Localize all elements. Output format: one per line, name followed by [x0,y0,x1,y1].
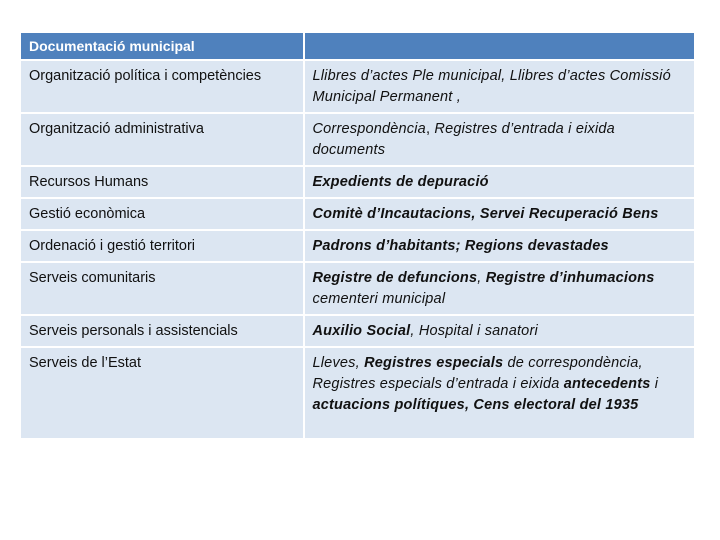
table-row [21,315,695,347]
records-cell [304,262,695,315]
table-row [21,347,695,439]
record-text: , [425,120,435,137]
table-row [21,166,695,198]
table-row [21,198,695,230]
record-text: Padrons d’habitants; Regions devastades [312,237,609,254]
table-row [21,262,695,315]
table-header-row [21,33,695,60]
record-text: Registres especials [364,354,504,371]
header-cell-empty [304,33,695,60]
record-text: Lleves, [312,354,365,371]
records-cell [304,166,695,198]
record-text: Auxilio Social [312,322,411,339]
category-cell: Organització administrativa [21,113,304,166]
documentation-table [20,32,696,440]
record-text: actuacions polítiques, Cens electoral del 1935 [312,396,639,413]
record-text: Registre de defuncions [312,269,478,286]
records-cell [304,347,695,439]
table-row [21,230,695,262]
records-cell [304,230,695,262]
category-cell: Serveis comunitaris [21,262,304,315]
category-cell: Serveis de l’Estat [21,347,304,439]
record-text: i [650,375,659,392]
record-text: de correspondència, Registres especials d’entrada i eixida [312,354,643,392]
record-text: Llibres d’actes Ple municipal, Llibres d’actes Comissió Municipal Permanent , [312,67,671,105]
table-row [21,60,695,113]
category-cell: Serveis personals i assistencials [21,315,304,347]
record-text: cementeri municipal [312,290,446,307]
category-cell: Organització política i competències [21,60,304,113]
table-row [21,113,695,166]
record-text: Comitè d’Incautacions, Servei Recuperació Bens [312,205,659,222]
record-text: Registre d’inhumacions [485,269,655,286]
record-text: , [477,269,486,286]
record-text: Expedients de depuració [312,173,489,190]
header-cell-title: Documentació municipal [21,33,304,60]
record-text: Correspondència [312,120,426,137]
category-cell: Recursos Humans [21,166,304,198]
record-text: antecedents [563,375,651,392]
category-cell: Ordenació i gestió territori [21,230,304,262]
records-cell [304,198,695,230]
records-cell [304,113,695,166]
records-cell [304,60,695,113]
record-text: Registres d’entrada i eixida documents [312,120,615,158]
records-cell [304,315,695,347]
category-cell: Gestió econòmica [21,198,304,230]
record-text: , Hospital i sanatori [410,322,538,339]
